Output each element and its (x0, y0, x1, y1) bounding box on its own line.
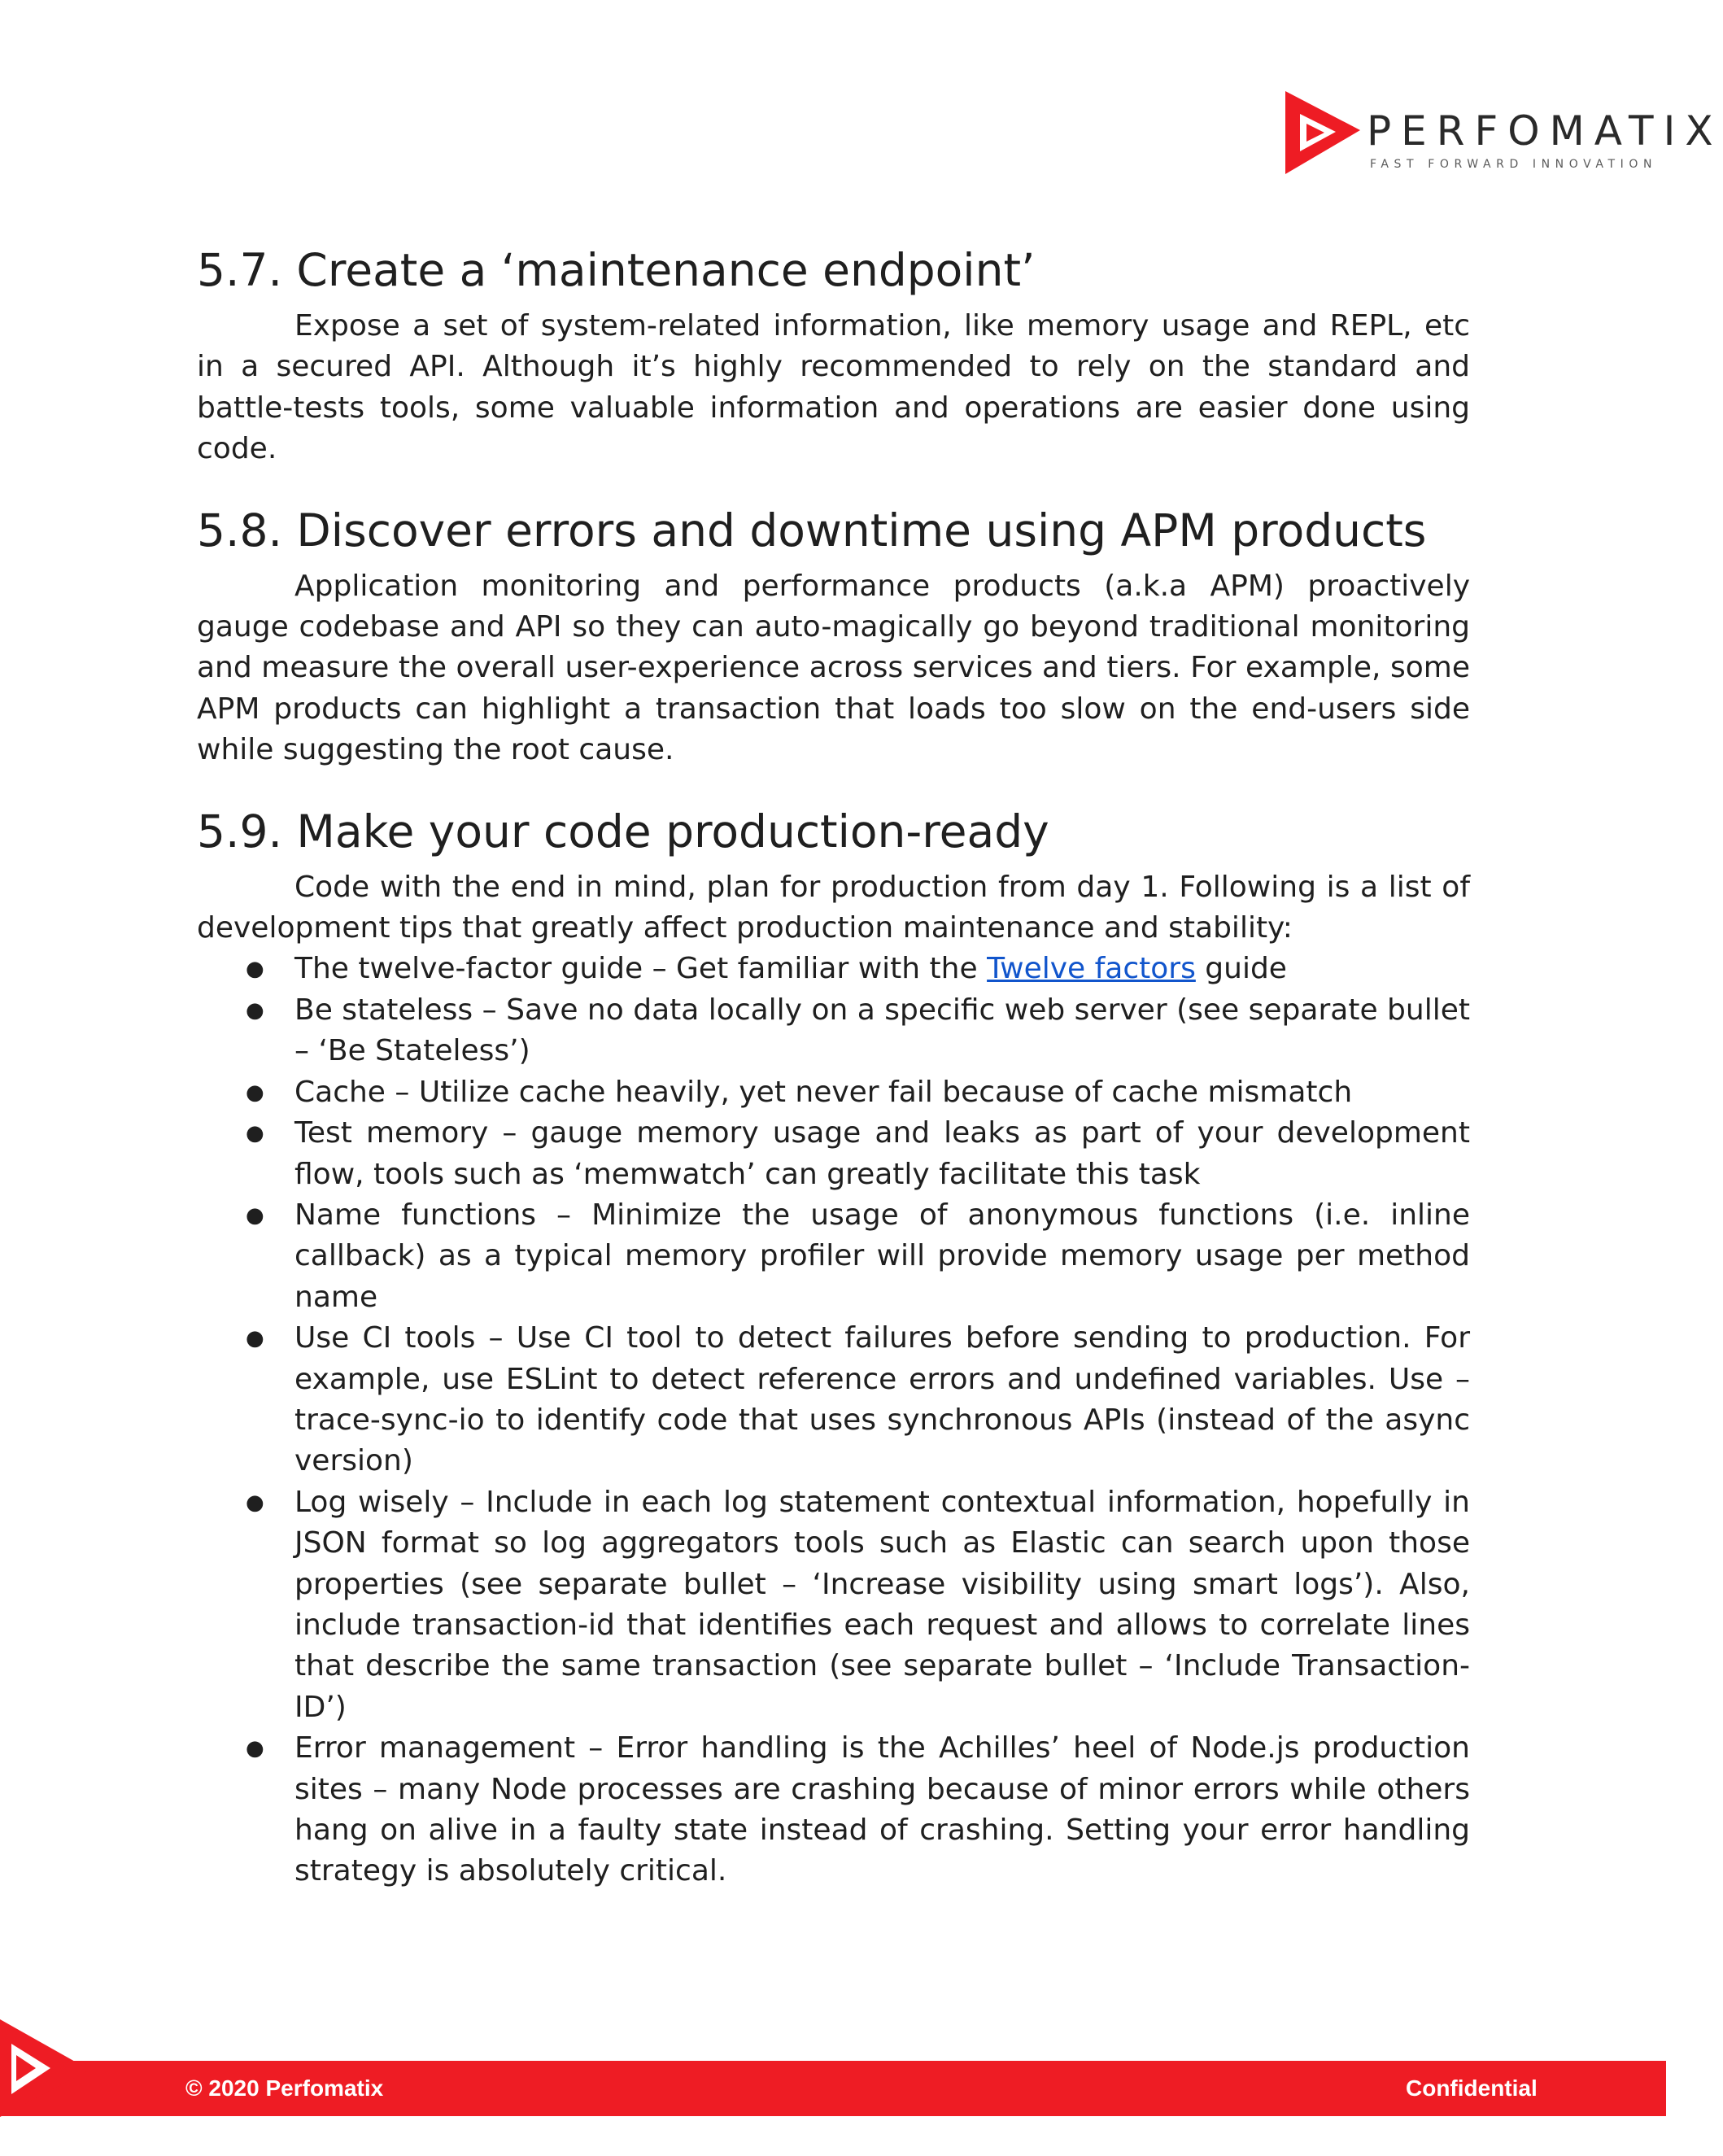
section-heading-5-7: 5.7. Create a ‘maintenance endpoint’ (197, 244, 1036, 296)
document-body (197, 238, 1470, 1892)
logo-wordmark: PERFOMATIX (1367, 107, 1723, 155)
section-body-5-7: Expose a set of system-related information, like memory usage and REPL, etc in a secured API. Although it’s highly recommended to rely on the standard and battle-tests tools, some valuable information and operations are easier done using code. (197, 309, 1470, 466)
tip-text: The twelve-factor guide – Get familiar with the (294, 952, 988, 986)
tip-text-suffix: guide (1195, 952, 1287, 986)
production-tips-list (197, 949, 1470, 1892)
section-heading-5-9: 5.9. Make your code production-ready (197, 805, 1049, 858)
list-item (197, 949, 1470, 989)
tip-text: Test memory – gauge memory usage and leaks as part of your development flow, tools such as ‘memwatch’ can greatly facilitate this task (294, 1116, 1470, 1191)
logo-tagline: FAST FORWARD INNOVATION (1370, 158, 1658, 171)
bullet-icon: ● (246, 1490, 264, 1515)
list-item (197, 1728, 1470, 1892)
list-item (197, 1318, 1470, 1482)
bullet-icon: ● (246, 957, 264, 982)
bullet-icon: ● (246, 1202, 264, 1228)
list-item (197, 1482, 1470, 1728)
company-logo (1282, 89, 1723, 176)
bullet-icon: ● (246, 997, 264, 1023)
perfomatix-arrow-logo-icon (1282, 89, 1363, 176)
section-body-5-9: Code with the end in mind, plan for production from day 1. Following is a list of development tips that greatly affect production maintenance and stability: (197, 870, 1470, 945)
list-item (197, 1195, 1470, 1318)
tip-text: Error management – Error handling is the Achilles’ heel of Node.js production sites – many Node processes are crashing because of minor errors while others hang on alive in a faulty state instead of crashing. Setting your error handling strategy is absolutely critical. (294, 1731, 1470, 1888)
footer-confidential: Confidential (1406, 2075, 1538, 2101)
section-body-5-8: Application monitoring and performance products (a.k.a APM) proactively gauge codebase and API so they can auto-magically go beyond traditional monitoring and measure the overall user-experience across services and tiers. For example, some APM products can highlight a transaction that loads too slow on the end-users side while suggesting the root cause. (197, 569, 1470, 767)
bullet-icon: ● (246, 1736, 264, 1761)
list-item (197, 1113, 1470, 1195)
perfomatix-arrow-footer-icon (0, 2019, 89, 2117)
twelve-factors-link[interactable]: Twelve factors (987, 952, 1196, 986)
list-item (197, 990, 1470, 1072)
list-item (197, 1072, 1470, 1113)
section-heading-5-8: 5.8. Discover errors and downtime using APM products (197, 504, 1427, 556)
bullet-icon: ● (246, 1326, 264, 1351)
footer-copyright: © 2020 Perfomatix (185, 2075, 384, 2101)
tip-text: Use CI tools – Use CI tool to detect failures before sending to production. For example, use ESLint to detect reference errors and undefined variables. Use –trace-sync-io to identify code that uses synchronous APIs (instead of the async version) (294, 1321, 1470, 1478)
bullet-icon: ● (246, 1080, 264, 1105)
tip-text: Log wisely – Include in each log statement contextual information, hopefully in JSON format so log aggregators tools such as Elastic can search upon those properties (see separate bullet – ‘Increase visibility using smart logs’). Also, include transaction-id that identifies each request and allows to correlate lines that describe the same transaction (see separate bullet – ‘Include Transaction-ID’) (294, 1485, 1470, 1724)
tip-text: Be stateless – Save no data locally on a specific web server (see separate bullet – ‘Be Stateless’) (294, 993, 1470, 1068)
tip-text: Name functions – Minimize the usage of anonymous functions (i.e. inline callback) as a typical memory profiler will provide memory usage per method name (294, 1198, 1470, 1314)
tip-text: Cache – Utilize cache heavily, yet never fail because of cache mismatch (294, 1075, 1353, 1109)
bullet-icon: ● (246, 1121, 264, 1146)
